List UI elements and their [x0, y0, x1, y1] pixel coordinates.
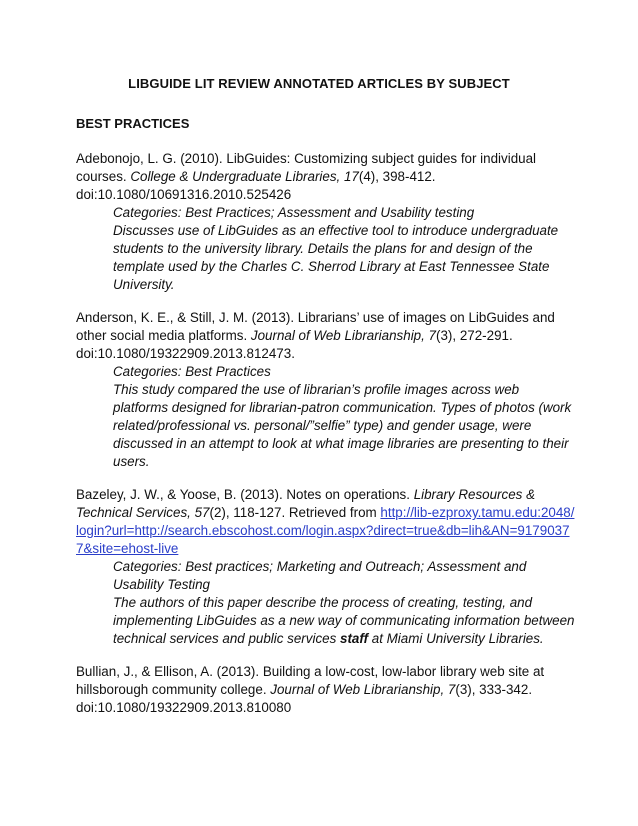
categories: Categories: Best practices; Marketing and Outreach; Assessment and Usability Testing: [113, 559, 527, 592]
document-title: LIBGUIDE LIT REVIEW ANNOTATED ARTICLES BY SUBJECT: [128, 76, 510, 91]
entry-bullian: [76, 663, 576, 717]
categories: Categories: Best Practices: [113, 364, 271, 379]
annotation: [113, 558, 576, 648]
entry-adebonojo: [76, 150, 576, 294]
citation-authors-title: Adebonojo, L. G. (2010). LibGuides: Customizing subject guides for individual courses.: [76, 151, 537, 184]
citation-authors-title: Bazeley, J. W., & Yoose, B. (2013). Notes on operations.: [76, 487, 414, 502]
citation-authors-title: Anderson, K. E., & Still, J. M. (2013). Librarians’ use of images on LibGuides and other social media platforms.: [76, 310, 555, 343]
entry-bazeley: [76, 486, 576, 648]
summary: This study compared the use of librarian’s profile images across web platforms designed for librarian-patron communication. Types of photos (work related/professional vs. personal/”selfie” type) and gender usage, were discussed in an attempt to look at what image libraries are presenting to their users.: [113, 382, 572, 469]
citation-details: (2), 118-127. Retrieved from: [209, 505, 381, 520]
citation-details: (4), 398-412. doi:10.1080/10691316.2010.525426: [76, 169, 436, 202]
ebsco-link[interactable]: http://lib-ezproxy.tamu.edu:2048/login?url=http://search.ebscohost.com/login.aspx?direct=true&db=lih&AN=91790377&site=ehost-live: [76, 505, 575, 556]
summary-part-2: at Miami University Libraries.: [368, 631, 544, 646]
citation-journal: Journal of Web Librarianship, 7: [270, 682, 456, 697]
citation-journal: Library Resources & Technical Services, 57: [76, 487, 535, 520]
citation: [76, 663, 576, 717]
citation: [76, 150, 576, 204]
annotation: [113, 363, 576, 471]
citation-authors-title: Bullian, J., & Ellison, A. (2013). Building a low-cost, low-labor library web site at hillsborough community college.: [76, 664, 545, 697]
summary-bold-word: staff: [340, 631, 369, 646]
annotation: [113, 204, 576, 294]
annotated-entries: [76, 150, 576, 732]
citation-details: (3), 272-291. doi:10.1080/19322909.2013.812473.: [76, 328, 513, 361]
citation-journal: College & Undergraduate Libraries, 17: [130, 169, 359, 184]
entry-anderson: [76, 309, 576, 471]
summary: [113, 594, 576, 648]
summary-part-1: The authors of this paper describe the process of creating, testing, and implementing LibGuides as a new way of communicating information between technical services and public services: [113, 595, 575, 646]
citation: [76, 309, 576, 363]
citation-details: (3), 333-342. doi:10.1080/19322909.2013.810080: [76, 682, 533, 715]
summary: Discusses use of LibGuides as an effective tool to introduce undergraduate students to the university library. Details the plans for and design of the template used by the Charles C. Sherrod Library at East Tennessee State University.: [113, 223, 559, 292]
citation: [76, 486, 576, 558]
citation-journal: Journal of Web Librarianship, 7: [250, 328, 437, 343]
categories: Categories: Best Practices; Assessment and Usability testing: [113, 205, 475, 220]
section-heading: BEST PRACTICES: [76, 116, 190, 131]
